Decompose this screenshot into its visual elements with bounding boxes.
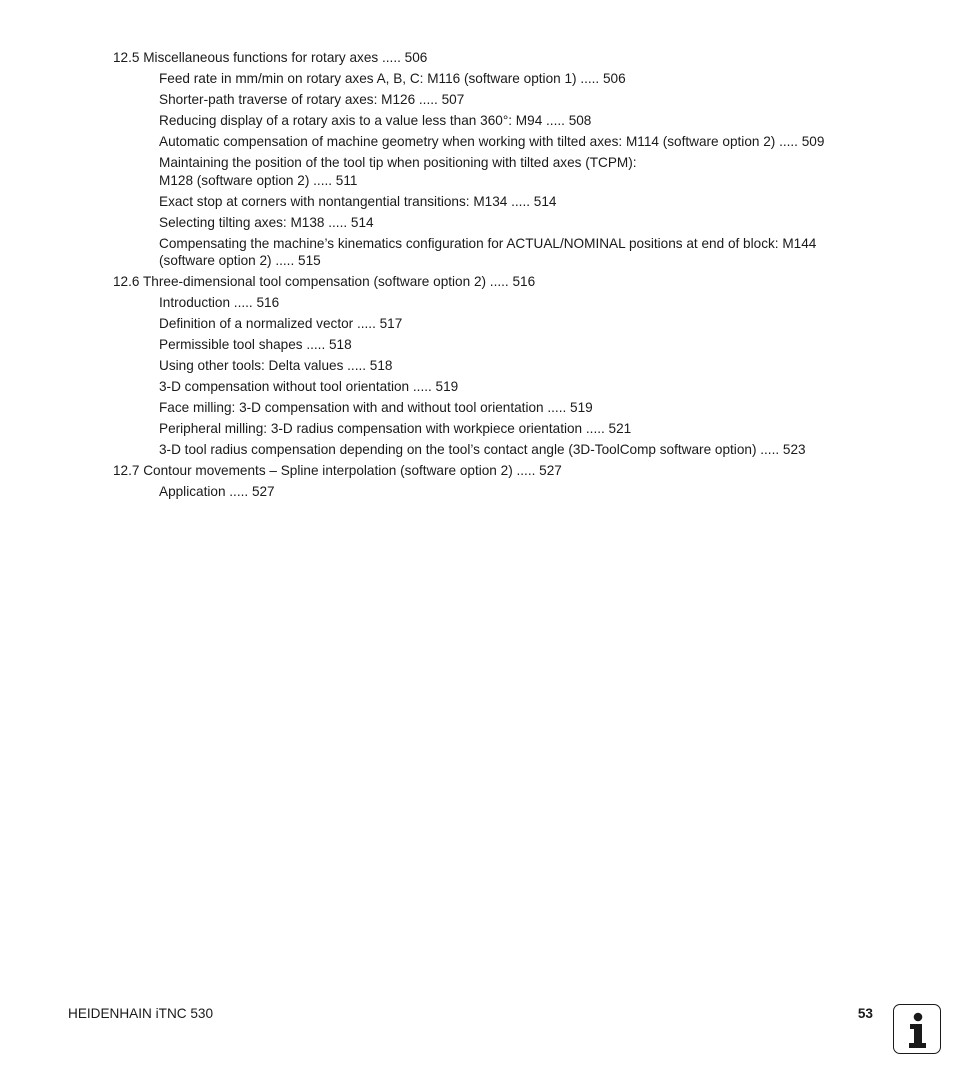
toc-section-12-7[interactable]: 12.7 Contour movements – Spline interpolation (software option 2) ..... 527 (113, 463, 562, 478)
toc-entry-m128-line-2: M128 (software option 2) ..... 511 (159, 172, 358, 188)
toc-entry-normalized-vector[interactable]: Definition of a normalized vector ..... 517 (159, 316, 403, 331)
toc-entry-m126[interactable]: Shorter-path traverse of rotary axes: M126 ..... 507 (159, 92, 465, 107)
toc-entry-m134[interactable]: Exact stop at corners with nontangential transitions: M134 ..... 514 (159, 193, 557, 209)
toc-section-12-5[interactable]: 12.5 Miscellaneous functions for rotary axes ..... 506 (113, 50, 428, 65)
toc-section-12-6[interactable]: 12.6 Three-dimensional tool compensation (software option 2) ..... 516 (113, 274, 536, 289)
toc-entry-m116[interactable]: Feed rate in mm/min on rotary axes A, B, C: M116 (software option 1) ..... 506 (159, 71, 626, 86)
footer-product-name: HEIDENHAIN iTNC 530 (68, 1006, 214, 1021)
toc-entry-m144-line-2: (software option 2) ..... 515 (159, 253, 321, 268)
toc-entry-introduction[interactable]: Introduction ..... 516 (159, 295, 280, 310)
toc-entry-peripheral-milling[interactable]: Peripheral milling: 3-D radius compensation with workpiece orientation ..... 521 (159, 421, 632, 436)
toc-entry-3d-without-orientation[interactable]: 3-D compensation without tool orientation ..... 519 (159, 379, 459, 394)
toc-entry-3d-toolcomp[interactable]: 3-D tool radius compensation depending on the tool’s contact angle (3D-ToolComp software option) ..... 523 (159, 442, 806, 457)
toc-entry-m114[interactable]: Automatic compensation of machine geometry when working with tilted axes: M114 (software option 2) ..... 509 (159, 134, 825, 149)
toc-entry-m138[interactable]: Selecting tilting axes: M138 ..... 514 (159, 214, 374, 230)
toc-entry-m144[interactable] (113, 235, 893, 270)
toc-entry-delta-values[interactable]: Using other tools: Delta values ..... 518 (159, 358, 393, 373)
toc-entry-face-milling[interactable]: Face milling: 3-D compensation with and without tool orientation ..... 519 (159, 400, 593, 415)
toc-entry-tool-shapes[interactable]: Permissible tool shapes ..... 518 (159, 337, 352, 352)
info-icon (893, 1004, 941, 1054)
info-icon-glyph (894, 1005, 939, 1052)
toc-entry-m128-line-1: Maintaining the position of the tool tip when positioning with tilted axes (TCPM): (159, 155, 637, 170)
page-number: 53 (857, 1006, 873, 1021)
toc-entry-m128[interactable] (113, 154, 893, 189)
toc-entry-m94[interactable]: Reducing display of a rotary axis to a value less than 360°: M94 ..... 508 (159, 113, 592, 128)
toc-entry-application[interactable]: Application ..... 527 (159, 484, 275, 499)
table-of-contents (113, 49, 893, 504)
toc-entry-m144-line-1: Compensating the machine’s kinematics configuration for ACTUAL/NOMINAL positions at end of block: M144 (159, 235, 817, 251)
